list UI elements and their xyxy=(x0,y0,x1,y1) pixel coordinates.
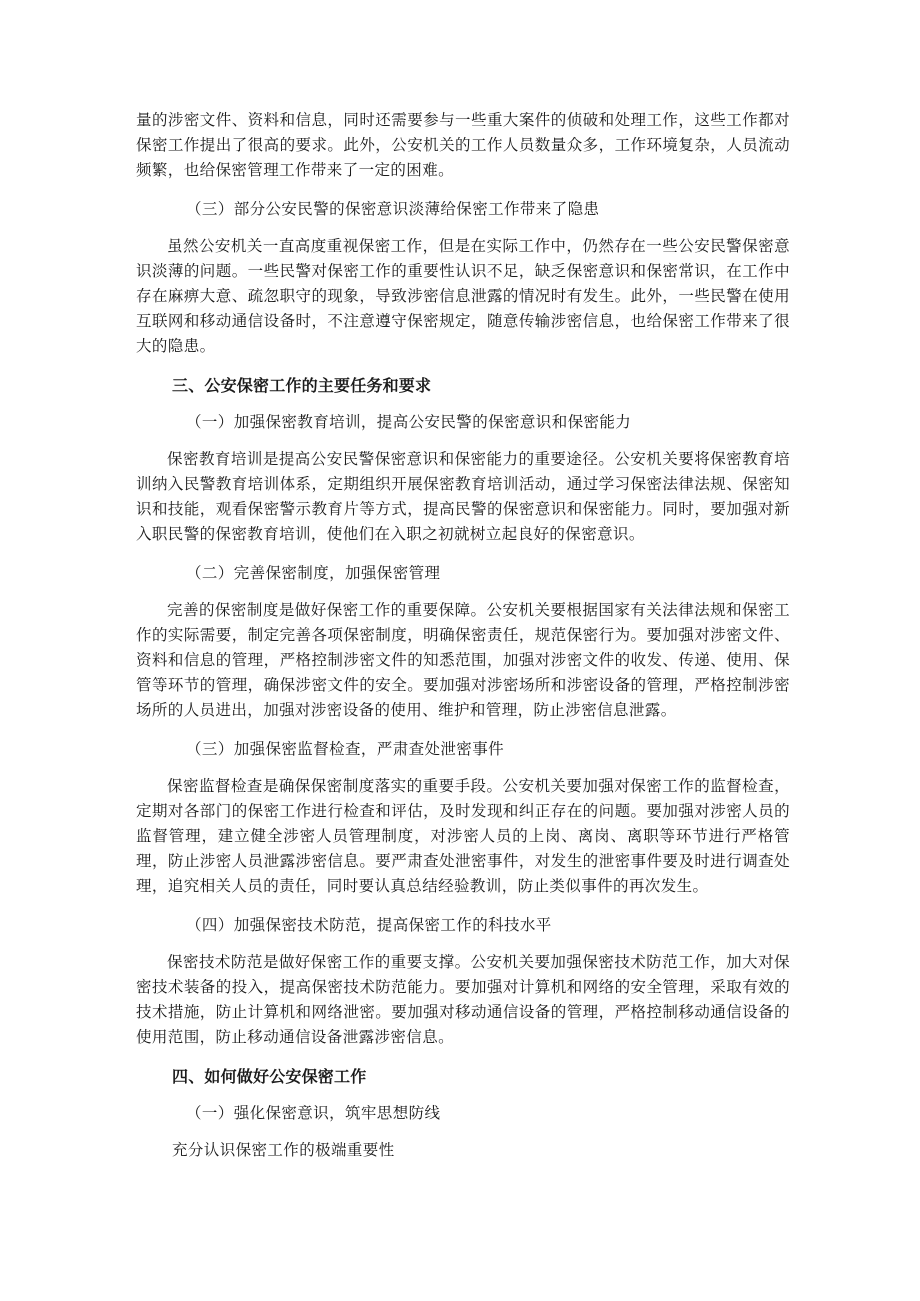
body-paragraph: 完善的保密制度是做好保密工作的重要保障。公安机关要根据国家有关法律法规和保密工作的实际需要，制定完善各项保密制度，明确保密责任，规范保密行为。要加强对涉密文件、资料和信息的管理，严格控制涉密文件的知悉范围，加强对涉密文件的收发、传递、使用、保管等环节的管理，确保涉密文件的安全。要加强对涉密场所和涉密设备的管理，严格控制涉密场所的人员进出，加强对涉密设备的使用、维护和管理，防止涉密信息泄露。 xyxy=(136,601,790,719)
subsection-heading: （一）加强保密教育培训，提高公安民警的保密意识和保密能力 xyxy=(186,413,632,431)
document-page xyxy=(136,108,790,1163)
subsection-heading: （三）加强保密监督检查，严肃查处泄密事件 xyxy=(186,740,505,758)
subsection-heading: （四）加强保密技术防范，提高保密工作的科技水平 xyxy=(186,916,552,934)
body-paragraph: 量的涉密文件、资料和信息，同时还需要参与一些重大案件的侦破和处理工作，这些工作都对保密工作提出了很高的要求。此外，公安机关的工作人员数量众多，工作环境复杂，人员流动频繁，也给保密管理工作带来了一定的困难。 xyxy=(136,111,790,179)
body-paragraph: 充分认识保密工作的极端重要性 xyxy=(172,1141,395,1159)
body-paragraph: 保密监督检查是确保保密制度落实的重要手段。公安机关要加强对保密工作的监督检查，定期对各部门的保密工作进行检查和评估，及时发现和纠正存在的问题。要加强对涉密人员的监督管理，建立健全涉密人员管理制度，对涉密人员的上岗、离岗、离职等环节进行严格管理，防止涉密人员泄露涉密信息。要严肃查处泄密事件，对发生的泄密事件要及时进行调查处理，追究相关人员的责任，同时要认真总结经验教训，防止类似事件的再次发生。 xyxy=(136,777,790,895)
subsection-heading: （三）部分公安民警的保密意识淡薄给保密工作带来了隐患 xyxy=(186,200,600,218)
body-paragraph: 保密技术防范是做好保密工作的重要支撑。公安机关要加强保密技术防范工作，加大对保密技术装备的投入，提高保密技术防范能力。要加强对计算机和网络的安全管理，采取有效的技术措施，防止计算机和网络泄密。要加强对移动通信设备的管理，严格控制移动通信设备的使用范围，防止移动通信设备泄露涉密信息。 xyxy=(136,953,790,1046)
section-heading: 三、公安保密工作的主要任务和要求 xyxy=(172,376,432,395)
body-paragraph: 保密教育培训是提高公安民警保密意识和保密能力的重要途径。公安机关要将保密教育培训纳入民警教育培训体系，定期组织开展保密教育培训活动，通过学习保密法律法规、保密知识和技能，观看保密警示教育片等方式，提高民警的保密意识和保密能力。同时，要加强对新入职民警的保密教育培训，使他们在入职之初就树立起良好的保密意识。 xyxy=(136,450,790,543)
section-heading: 四、如何做好公安保密工作 xyxy=(172,1067,367,1086)
subsection-heading: （一）强化保密意识，筑牢思想防线 xyxy=(186,1104,441,1122)
body-paragraph: 虽然公安机关一直高度重视保密工作，但是在实际工作中，仍然存在一些公安民警保密意识淡薄的问题。一些民警对保密工作的重要性认识不足，缺乏保密意识和保密常识，在工作中存在麻痹大意、疏忽职守的现象，导致涉密信息泄露的情况时有发生。此外，一些民警在使用互联网和移动通信设备时，不注意遵守保密规定，随意传输涉密信息，也给保密工作带来了很大的隐患。 xyxy=(136,237,790,355)
subsection-heading: （二）完善保密制度，加强保密管理 xyxy=(186,564,441,582)
